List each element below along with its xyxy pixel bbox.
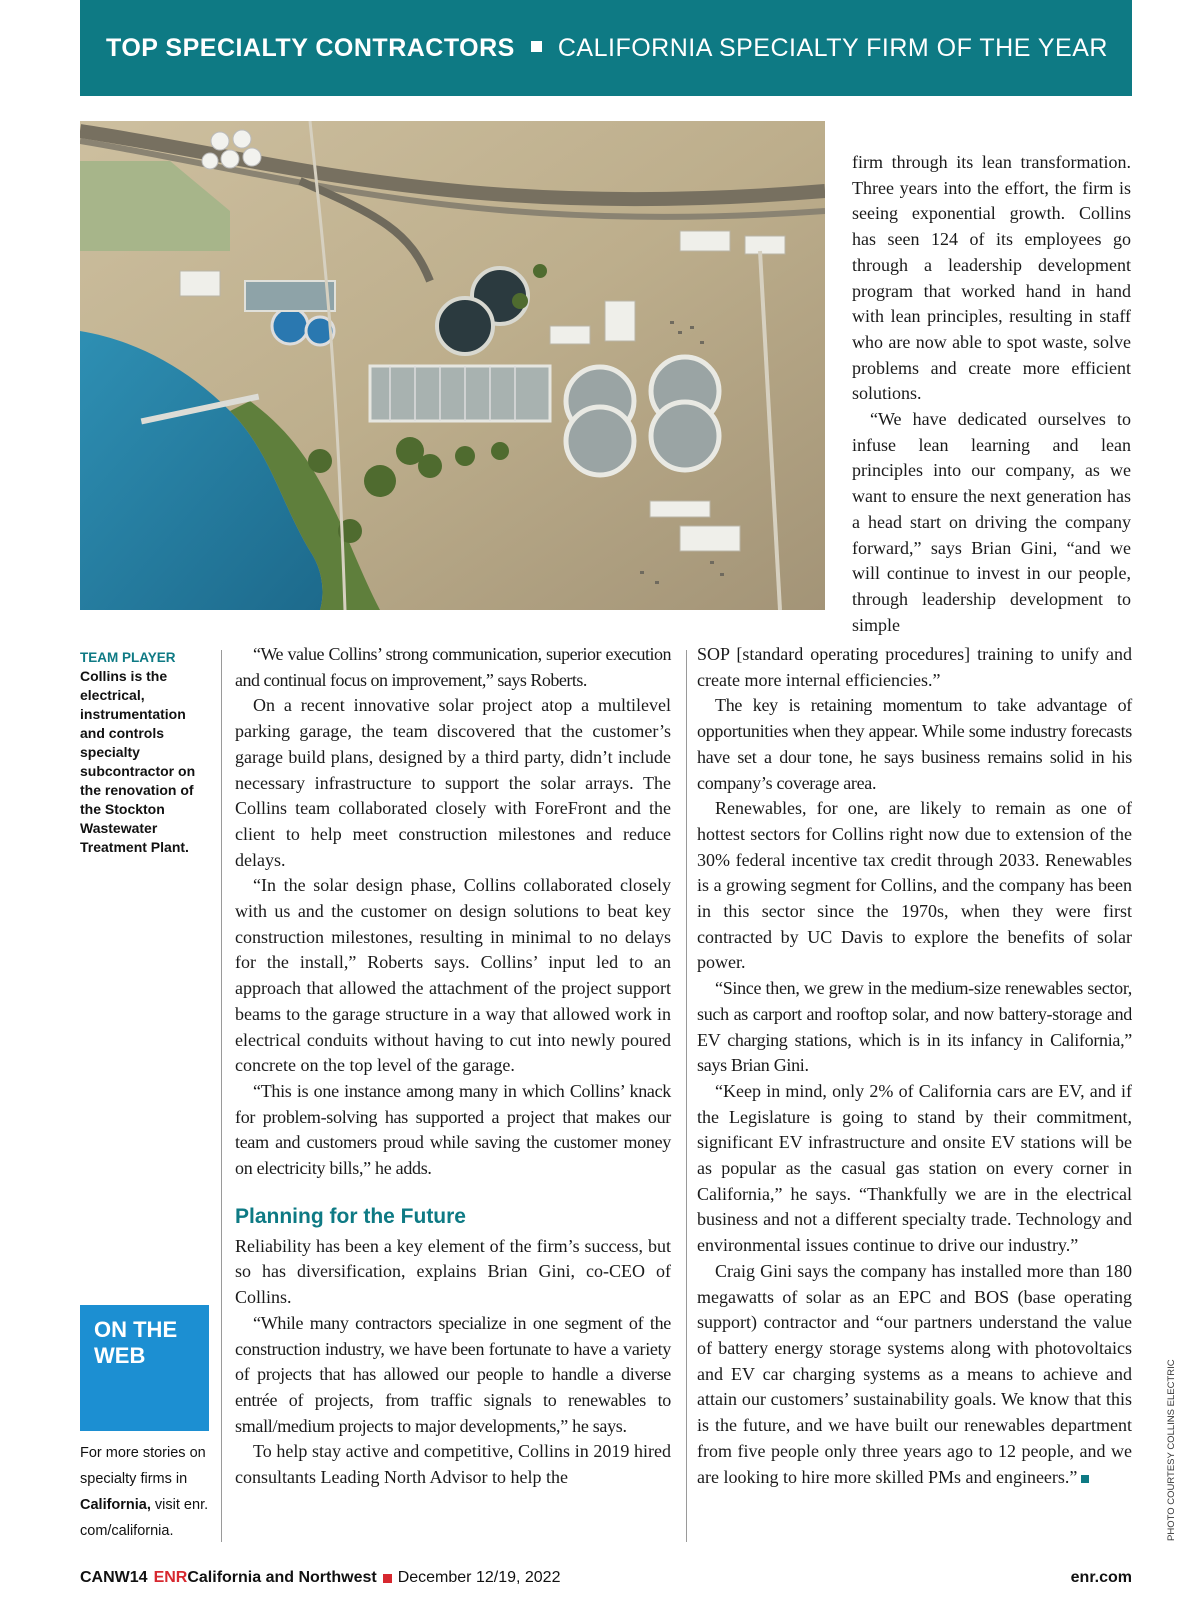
paragraph: On a recent innovative solar project atop a multilevel parking garage, the team discovered that the customer’s garage build plans, designed by a third party, didn’t include necessary infrastructure to support the solar arrays. The Collins team collaborated closely with ForeFront and the client to help meet construction milestones and reduce delays. [235,695,671,870]
paragraph: Reliability has been a key element of the firm’s success, but so has diversification, explains Brian Gini, co-CEO of Collins. [235,1235,671,1308]
article-column-top-right [852,150,1131,638]
on-the-web-text [80,1440,212,1544]
paragraph: firm through its lean transformation. Three years into the effort, the firm is seeing exponential growth. Collins has seen 124 of its employees go through a leadership development program that worked hand in hand with lean principles, resulting in staff who are now able to spot waste, solve problems and create more efficient solutions. [852,152,1131,404]
paragraph: “We value Collins’ strong communication, superior execution and continual focus on improvement,” says Roberts. [235,644,671,690]
page-number: CANW14 [80,1569,148,1586]
aerial-photo-illustration [80,121,825,610]
web-text-bold: California, [80,1497,151,1513]
paragraph: “Since then, we grew in the medium-size renewables sector, such as carport and rooftop solar, and now battery-storage and EV charging stations, which is in its infancy in California,” says Brian Gini. [697,978,1132,1076]
section-banner [80,0,1132,96]
paragraph-last [697,1259,1132,1490]
web-text-before: For more stories on specialty firms in [80,1445,206,1487]
section-subtitle: CALIFORNIA SPECIALTY FIRM OF THE YEAR [557,33,1108,62]
banner-square-icon [531,41,542,52]
publication-name: California and Northwest [187,1569,377,1586]
caption-kicker: TEAM PLAYER [80,650,176,665]
column-divider-right [686,650,687,1542]
caption-text: Collins is the electrical, instrumentation and controls specialty subcontractor on the renovation of the Stockton Wastewater Treatment Plant. [80,668,196,855]
issue-date: December 12/19, 2022 [397,1569,561,1586]
article-column-right [697,642,1132,1490]
article-column-middle [235,642,671,1491]
enr-logo: ENR [153,1569,188,1586]
paragraph: “This is one instance among many in which Collins’ knack for problem-solving has supported a project that makes our team and customers proud while saving the customer money on electricity bills,” he adds. [235,1080,671,1179]
paragraph: “In the solar design phase, Collins collaborated closely with us and the customer on design solutions to beat key construction milestones, resulting in minimal to no delays for the install,” Roberts says. Collins’ input led to an approach that allowed the attachment of the project support beams to the garage structure in a way that allowed work in electrical conduits without having to cut into newly poured concrete on the top level of the garage. [235,875,671,1076]
paragraph: “We have dedicated ourselves to infuse lean learning and lean principles into our company, as we want to ensure the next generation has a head start on driving the company forward,” says Brian Gini, “and we will continue to invest in our people, through leadership development to simple [852,409,1131,635]
subhead-planning-future: Planning for the Future [235,1204,466,1228]
page-footer [80,1564,1132,1592]
paragraph: To help stay active and competitive, Collins in 2019 hired consultants Leading North Advisor to help the [235,1441,671,1488]
paragraph: “Keep in mind, only 2% of California cars are EV, and if the Legislature is going to stand by their commitment, significant EV infrastructure and onsite EV stations will be as popular as the casual gas station on every corner in California,” he says. “Thankfully we are in the electrical business and not a different specialty trade. Technology and environmental issues continue to drive our industry.” [697,1080,1132,1256]
photo-caption [80,648,212,857]
on-the-web-title: ON THE WEB [94,1317,178,1368]
paragraph: “While many contractors specialize in one segment of the construction industry, we have been fortunate to have a variety of projects that has allowed our people to handle a diverse entrée of projects, from traffic signals to renewables to small/medium projects to major developments,” he says. [235,1312,671,1436]
paragraph-last-text: Craig Gini says the company has installed more than 180 megawatts of solar as an EPC and BOS (base operating support) contractor and “our partners understand the value of battery energy storage systems along with photovoltaics and EV car charging systems as a means to achieve and attain our customers’ sustainability goals. We know that this is the future, and we have built our renewables department from five people only three years ago to 12 people, and we are looking to hire more skilled PMs and engineers.” [697,1260,1132,1487]
section-title: TOP SPECIALTY CONTRACTORS [106,33,515,62]
web-text-after: visit enr. com/california. [80,1497,209,1539]
website-link[interactable]: enr.com [1070,1569,1132,1586]
photo-credit: PHOTO COURTESY COLLINS ELECTRIC [1166,1359,1177,1541]
on-the-web-box [80,1305,209,1431]
end-mark-icon [1081,1475,1089,1483]
aerial-photo-wastewater-plant [80,121,825,610]
column-divider-left [221,650,222,1542]
paragraph: The key is retaining momentum to take advantage of opportunities when they appear. While some industry forecasts have set a dour tone, he says business remains solid in his company’s coverage area. [697,695,1132,793]
paragraph: Renewables, for one, are likely to remain as one of hottest sectors for Collins right now due to extension of the 30% federal incentive tax credit through 2033. Renewables is a growing segment for Collins, and the company has been in this sector since the 1970s, when they were first contracted by UC Davis to explore the benefits of solar power. [697,798,1132,973]
footer-square-icon [383,1574,392,1583]
paragraph: SOP [standard operating procedures] training to unify and create more internal efficiencies.” [697,644,1132,690]
